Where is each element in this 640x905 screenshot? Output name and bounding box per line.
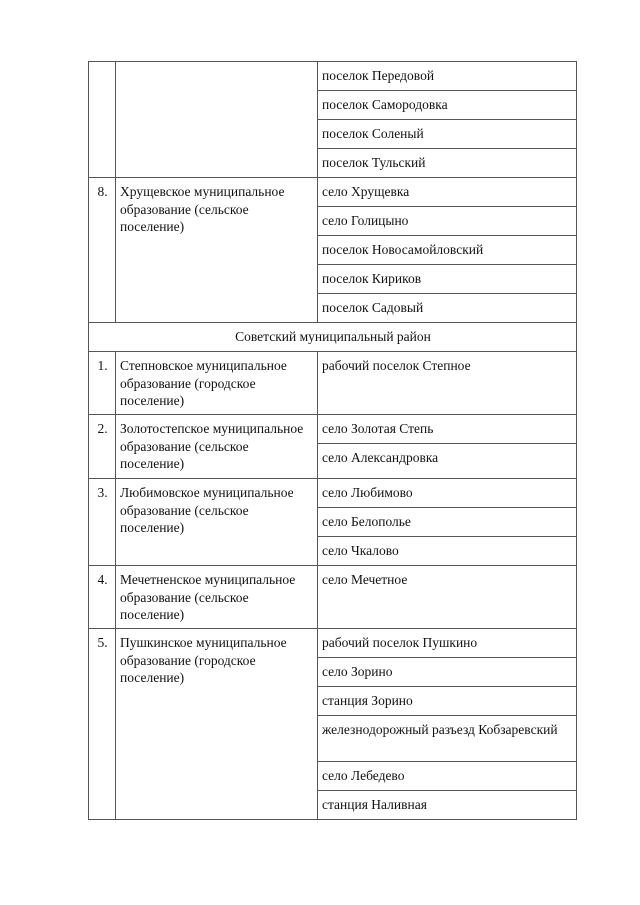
row-number-cell: 8. <box>89 178 116 323</box>
municipality-cell <box>116 178 318 323</box>
settlement-cell: село Голицыно <box>318 207 577 236</box>
settlement-cell: поселок Тульский <box>318 149 577 178</box>
settlement-cell: село Мечетное <box>318 566 577 629</box>
settlement-cell: поселок Садовый <box>318 294 577 323</box>
row-number-cell: 1. <box>89 352 116 415</box>
settlement-cell: село Белополье <box>318 508 577 537</box>
municipality-cell <box>116 415 318 479</box>
settlement-cell: поселок Соленый <box>318 120 577 149</box>
table-body <box>89 62 577 820</box>
row-number-cell <box>89 62 116 178</box>
municipality-name: Мечетненское муниципальное образование (сельское поселение) <box>120 572 296 622</box>
settlement-cell: село Лебедево <box>318 762 577 791</box>
settlement-cell: поселок Кириков <box>318 265 577 294</box>
settlement-cell: село Александровка <box>318 444 577 479</box>
table-row <box>89 415 577 444</box>
settlement-cell: станция Зорино <box>318 687 577 716</box>
municipality-name: Хрущевское муниципальное образование (сельское поселение) <box>120 184 285 234</box>
row-number-cell: 4. <box>89 566 116 629</box>
settlement-cell: поселок Новосамойловский <box>318 236 577 265</box>
settlement-cell: село Хрущевка <box>318 178 577 207</box>
row-number-cell: 3. <box>89 479 116 566</box>
municipality-cell <box>116 629 318 820</box>
table-row <box>89 479 577 508</box>
municipality-name: Степновское муниципальное образование (городское поселение) <box>120 358 287 408</box>
row-number-cell: 5. <box>89 629 116 820</box>
settlement-cell: село Зорино <box>318 658 577 687</box>
municipality-name: Любимовское муниципальное образование (сельское поселение) <box>120 485 294 535</box>
table-row <box>89 62 577 91</box>
settlement-cell: железнодорожный разъезд Кобзаревский <box>318 716 577 762</box>
municipality-cell <box>116 566 318 629</box>
municipality-cell <box>116 352 318 415</box>
table-row <box>89 323 577 352</box>
municipality-name: Пушкинское муниципальное образование (городское поселение) <box>120 635 287 685</box>
district-header: Советский муниципальный район <box>89 323 577 352</box>
table-row <box>89 566 577 629</box>
settlements-table <box>88 61 577 820</box>
municipality-cell <box>116 479 318 566</box>
settlement-cell: рабочий поселок Пушкино <box>318 629 577 658</box>
table-row <box>89 352 577 415</box>
settlement-cell: село Золотая Степь <box>318 415 577 444</box>
municipality-cell <box>116 62 318 178</box>
settlement-cell: село Чкалово <box>318 537 577 566</box>
settlement-cell: поселок Самородовка <box>318 91 577 120</box>
table-row <box>89 629 577 658</box>
settlement-cell: село Любимово <box>318 479 577 508</box>
municipality-name: Золотостепское муниципальное образование (сельское поселение) <box>120 421 304 471</box>
settlement-cell: поселок Передовой <box>318 62 577 91</box>
settlement-cell: станция Наливная <box>318 791 577 820</box>
settlement-cell: рабочий поселок Степное <box>318 352 577 415</box>
table-row <box>89 178 577 207</box>
row-number-cell: 2. <box>89 415 116 479</box>
